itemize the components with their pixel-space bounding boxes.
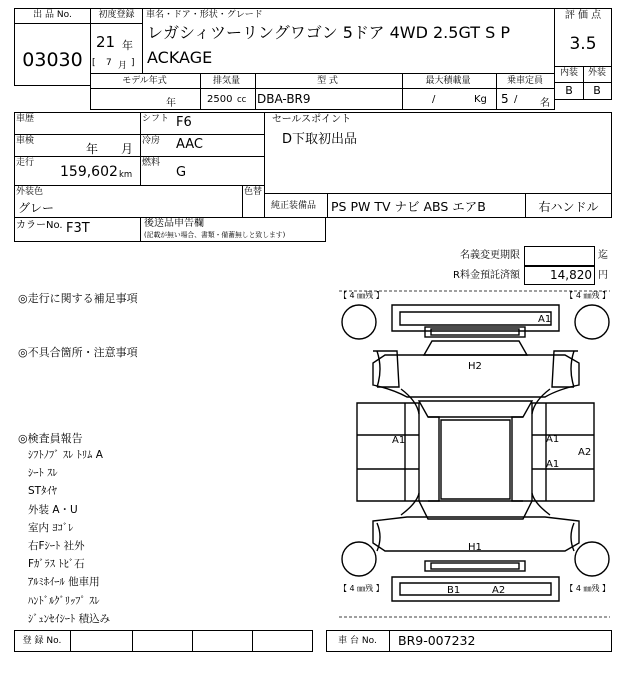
wheel-rear-left-icon [342,542,376,576]
steering-value: 右ハンドル [538,200,599,214]
history-label: 車歴 [16,114,35,124]
fuel-label: 燃料 [142,158,161,168]
ext-color-value: グレー [18,201,55,215]
model-label: 型 式 [317,76,338,86]
exterior-label: 外装 [587,68,606,78]
inspection-label: 車検 [16,136,35,146]
displacement-label: 排気量 [212,76,240,86]
lot-label: 出 品 No. [33,10,72,20]
color-change-label: 色替 [244,187,263,197]
inspector-report-line: 右Fｼｰﾄ 社外 [28,540,85,552]
inspection-month-unit: 月 [121,142,134,156]
equipment-value: PS PW TV ナビ ABS エアB [331,199,486,214]
ext-color-label: 外装色 [16,187,44,197]
wheel-front-right-icon [575,305,609,339]
tire-rear-left-depth: 【 4 ㎜残 】 [339,584,384,593]
mileage-label: 走行 [16,158,35,168]
reg-year: 21 [96,33,116,51]
model-year-label: モデル年式 [122,76,167,86]
tire-front-left-depth: 【 4 ㎜残 】 [339,291,384,300]
wheel-front-left-icon [342,305,376,339]
mark-rear-bumper-left: B1 [447,585,461,596]
wheel-rear-right-icon [575,542,609,576]
car-name-header: 車名・ドア・形状・グレード [146,10,263,20]
tire-front-right-depth: 【 4 ㎜残 】 [565,291,610,300]
inspector-report-line: ｼﾞｭﾝｾｲｼｰﾄ 積込み [28,612,111,625]
inspector-report-line: 室内 ﾖｺﾞﾚ [28,521,74,534]
reg-year-unit: 年 [122,39,133,52]
mileage-value: 159,602 [60,164,118,180]
capacity-unit: 名 [540,98,550,109]
car-name-line1: レガシィツーリングワゴン 5ドア 4WD 2.5GT S P [147,23,511,42]
driving-notes-label: ◎走行に関する補足事項 [18,292,138,305]
mark-right-front-fender: A1 [546,434,560,445]
mark-rear-hatch: H1 [468,542,482,553]
max-load-label: 最大積載量 [425,76,471,86]
overall-grade: 3.5 [569,34,597,54]
inspector-report-line: STﾀｲﾔ [28,485,57,498]
equipment-label: 純正装備品 [271,201,317,211]
capacity-label: 乗車定員 [506,76,543,86]
chassis-no-value: BR9-007232 [398,633,476,648]
mark-right-front-door: A1 [546,459,560,470]
reg-month-bracket-close: ] [131,58,135,68]
inspector-report-label: ◎検査員報告 [18,432,83,445]
exterior-grade: B [593,84,601,97]
inspector-report-line: ｼﾌﾄﾉﾌﾞ ｽﾚ ﾄﾘﾑ A [28,449,103,461]
model-year-unit: 年 [166,98,176,109]
car-name-line2: ACKAGE [147,48,213,67]
max-load-unit: Kg [474,94,487,105]
registration-no-label: 登 録 No. [22,636,62,646]
defects-label: ◎不具合箇所・注意事項 [18,346,138,359]
inspector-report-line: Fｶﾞﾗｽ ﾄﾋﾞ石 [28,558,85,571]
mileage-unit: km [119,170,133,180]
displacement-unit: cc [237,95,247,105]
shift-label: シフト [142,114,170,124]
recycle-unit: 円 [598,270,608,281]
ac-label: 冷房 [142,136,161,146]
inspector-report-line: 外装 A・U [28,503,78,516]
inspection-year-unit: 年 [86,142,99,156]
name-change-label: 名義変更期限 [460,250,520,261]
inspector-report-line: ｱﾙﾐﾎｲｰﾙ 他車用 [28,576,100,589]
sales-point-value: D下取初出品 [282,132,358,147]
max-load-sep: / [432,94,436,105]
ac-value: AAC [176,137,203,152]
reg-month-unit: 月 [118,61,128,71]
fuel-value: G [176,165,187,180]
model-code: DBA-BR9 [257,92,311,106]
mark-front-bumper: A1 [538,314,552,325]
first-reg-label: 初度登録 [98,10,135,20]
color-no-label: カラーNo. [16,220,63,231]
color-no-value: F3T [66,221,90,236]
mark-right-side: A2 [578,447,592,458]
grade-label: 評 価 点 [564,10,602,21]
capacity-sep: / [514,94,518,105]
post-doc-note: (記載が無い場合、書類・備蓄無しと致します) [144,231,286,239]
mark-rear-bumper-right: A2 [492,585,506,596]
interior-grade: B [565,84,573,97]
reg-month-bracket-open: [ [92,58,96,68]
reg-month: 7 [106,58,112,68]
tire-rear-right-depth: 【 4 ㎜残 】 [565,584,610,593]
mark-hood: H2 [468,361,482,372]
displacement-value: 2500 [207,94,233,105]
mark-left-front-door: A1 [392,435,406,446]
name-change-unit: 迄 [598,250,608,261]
recycle-label: R料金預託済額 [453,270,520,281]
shift-value: F6 [176,115,192,130]
inspector-report-line: ﾊﾝﾄﾞﾙｸﾞﾘｯﾌﾟ ｽﾚ [28,594,100,607]
chassis-no-label: 車 台 No. [338,636,377,646]
car-condition-diagram [337,289,612,619]
sales-point-label: セールスポイント [272,114,352,125]
recycle-amount: 14,820 [550,268,592,282]
inspector-report-line: ｼｰﾄ ｽﾚ [28,467,58,480]
interior-label: 内装 [559,68,578,78]
name-change-field [524,246,595,266]
lot-number: 03030 [22,49,83,71]
capacity-value: 5 [501,92,509,106]
post-doc-label: 後送品申告欄 [144,218,204,229]
